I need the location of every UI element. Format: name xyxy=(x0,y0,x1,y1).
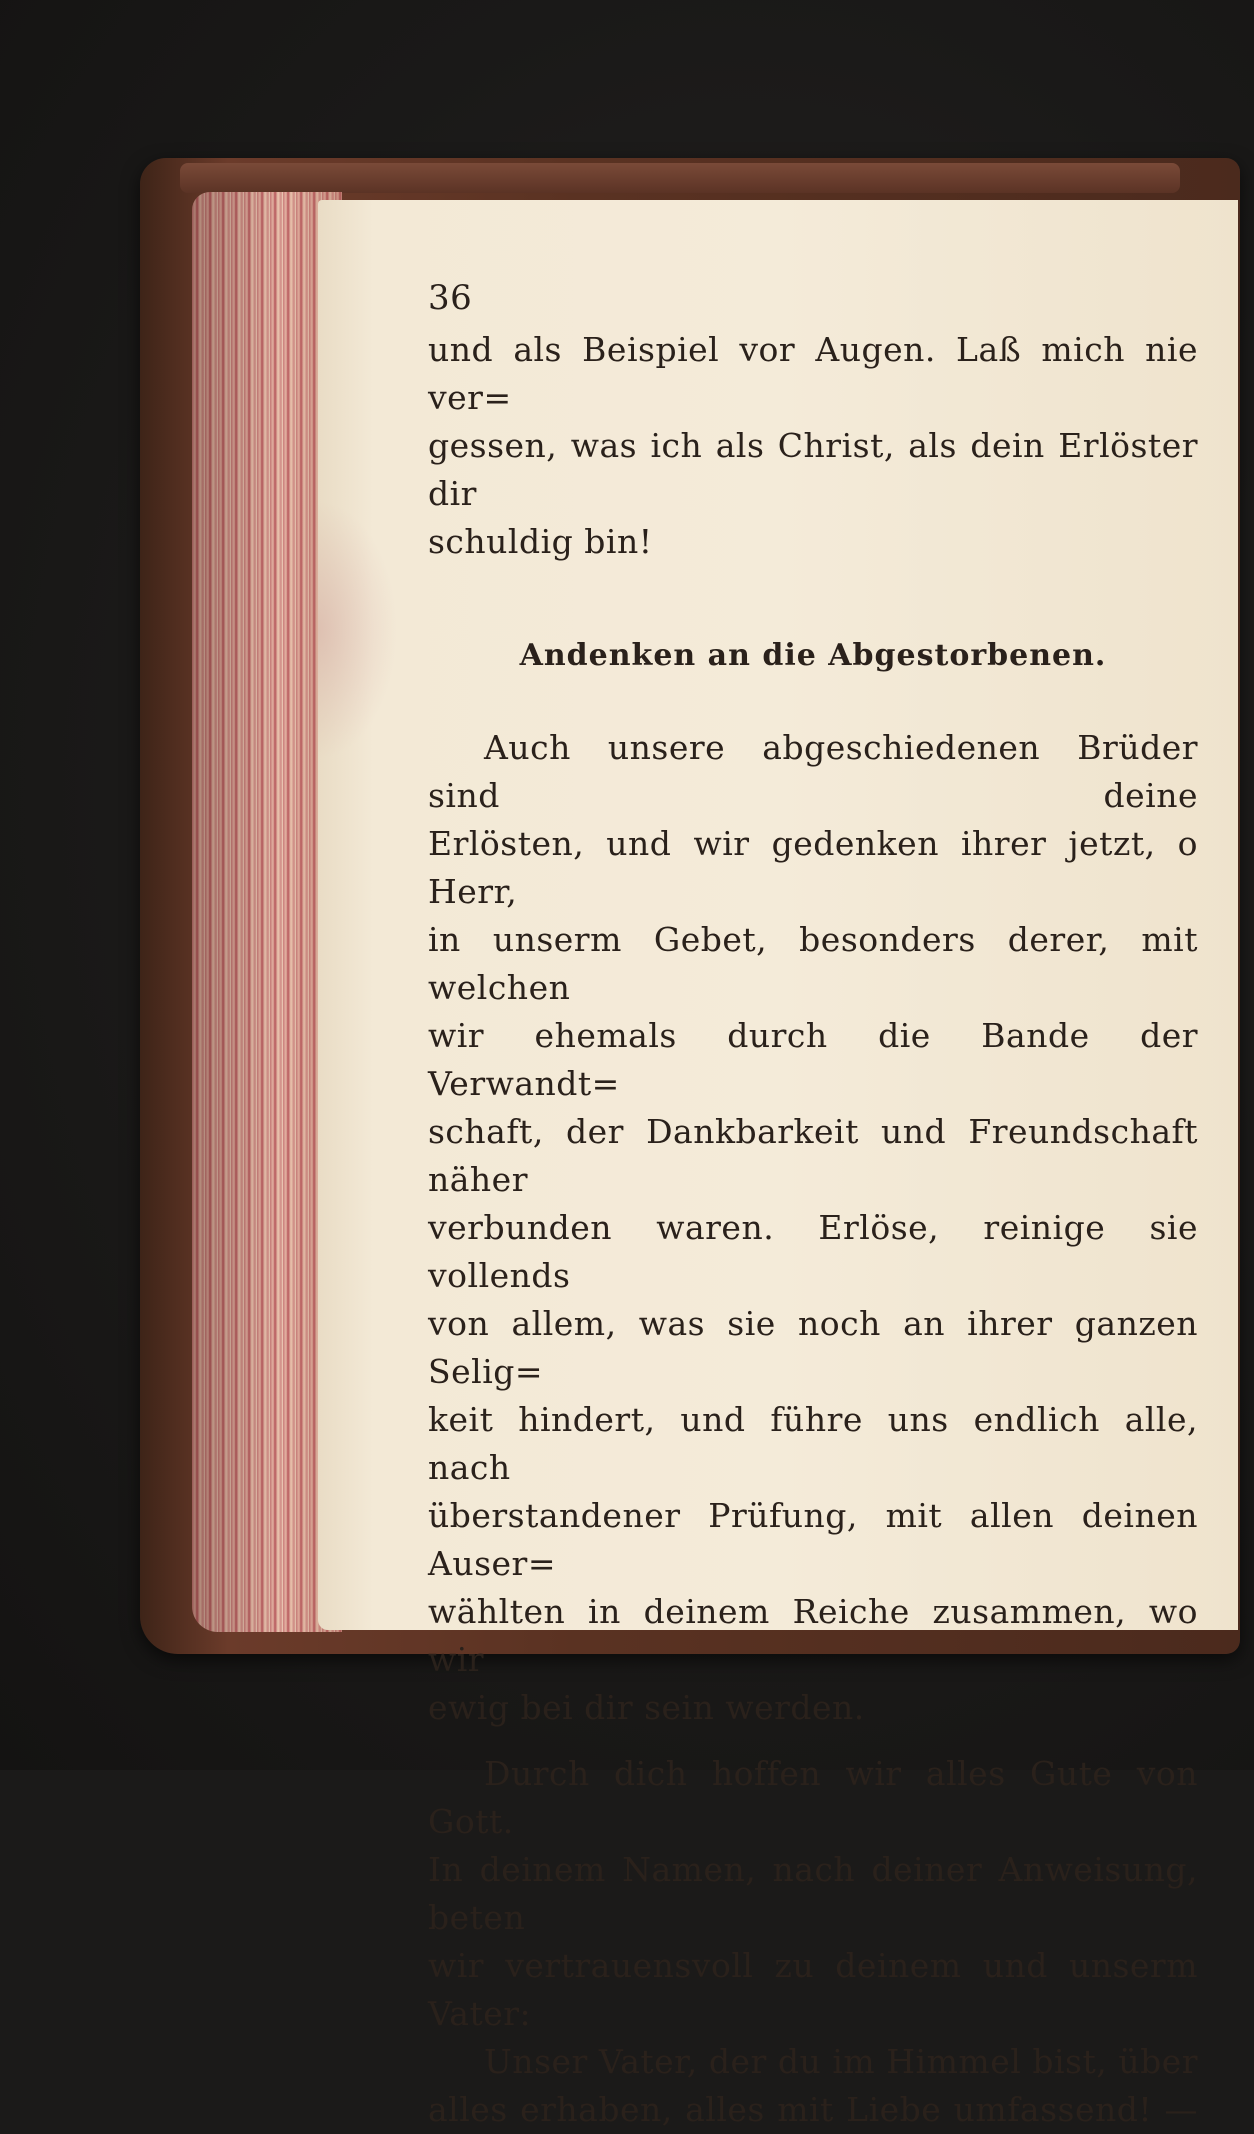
page-stain xyxy=(318,500,398,760)
text-line: Unser Vater, der du im Himmel bist, über xyxy=(484,2042,1198,2081)
text-line: alles erhaben, alles mit Liebe umfassend! — xyxy=(428,2090,1198,2129)
text-line: wählten in deinem Reiche zusammen, wo wir xyxy=(428,1592,1198,1679)
text-line: In deinem Namen, nach deiner Anweisung, beten xyxy=(428,1850,1198,1937)
text-line: verbunden waren. Erlöse, reinige sie vollends xyxy=(428,1208,1198,1295)
text-line: Auch unsere abgeschiedenen Brüder sind deine xyxy=(428,728,1198,815)
text-line: in unserm Gebet, besonders derer, mit welchen xyxy=(428,920,1198,1007)
cover-top-edge xyxy=(180,163,1180,193)
text-line: wir ehemals durch die Bande der Verwandt= xyxy=(428,1016,1198,1103)
paragraph-2 xyxy=(428,1750,1198,2038)
text-line: und als Beispiel vor Augen. Laß mich nie ver= xyxy=(428,330,1198,417)
page-text xyxy=(428,278,1198,2134)
paragraph-1 xyxy=(428,724,1198,1732)
page-number: 36 xyxy=(428,278,473,318)
text-line: Durch dich hoffen wir alles Gute von Gott. xyxy=(428,1754,1198,1841)
section-heading: Andenken an die Abgestorbenen. xyxy=(519,638,1107,673)
text-line: ewig bei dir sein werden. xyxy=(428,1688,865,1727)
paragraph-3 xyxy=(428,2038,1198,2134)
text-line: gessen, was ich als Christ, als dein Erlöster dir xyxy=(428,426,1198,513)
text-line: Erlösten, und wir gedenken ihrer jetzt, o Herr, xyxy=(428,824,1198,911)
text-line: überstandener Prüfung, mit allen deinen Auser= xyxy=(428,1496,1198,1583)
text-line: schuldig bin! xyxy=(428,522,653,561)
text-line: wir vertrauensvoll zu deinem und unserm Vater: xyxy=(428,1946,1198,2033)
text-line: von allem, was sie noch an ihrer ganzen Selig= xyxy=(428,1304,1198,1391)
text-line: schaft, der Dankbarkeit und Freundschaft näher xyxy=(428,1112,1198,1199)
text-line: keit hindert, und führe uns endlich alle, nach xyxy=(428,1400,1198,1487)
opening-paragraph xyxy=(428,326,1198,566)
